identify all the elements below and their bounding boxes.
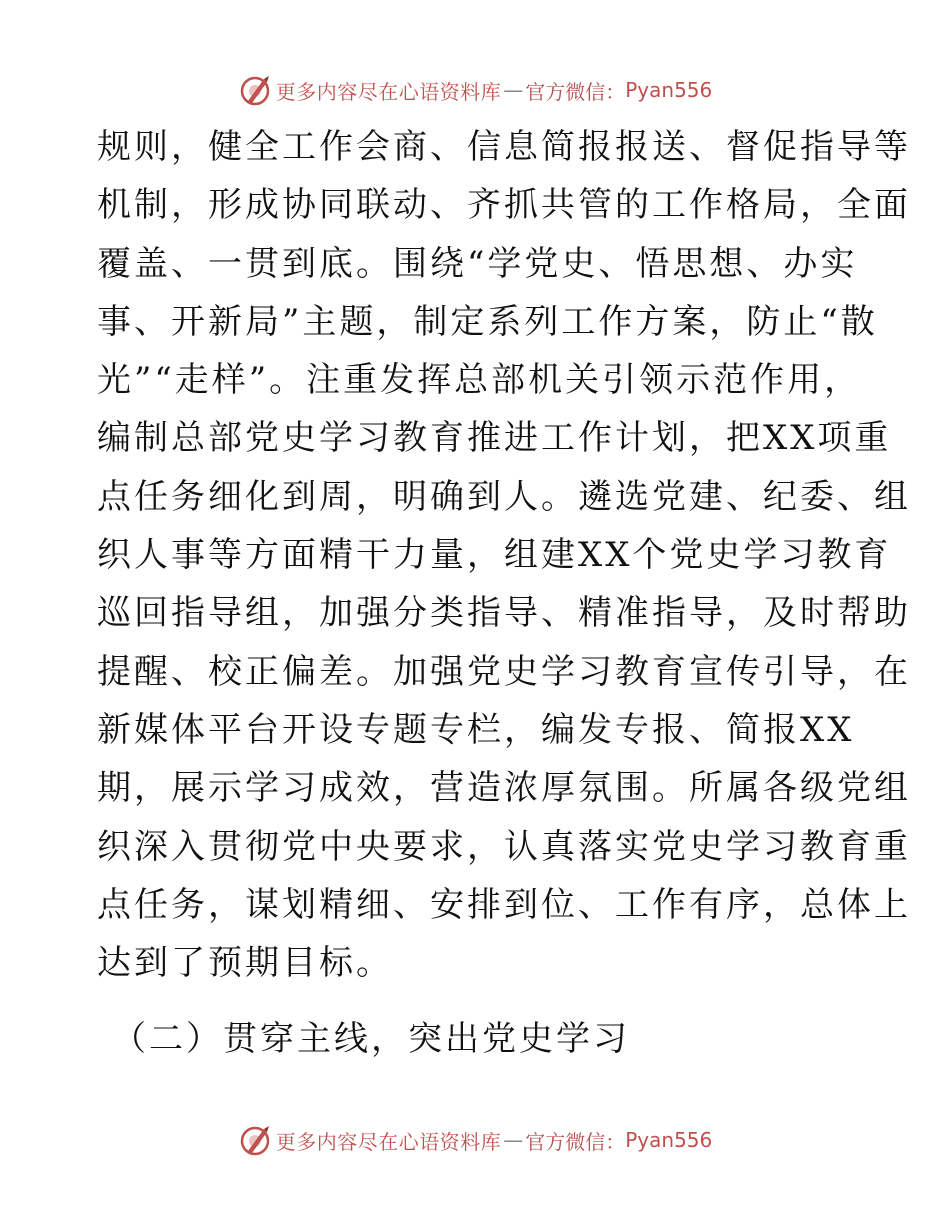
paragraph-line: 点任务细化到周，明确到人。遴选党建、纪委、组	[97, 476, 911, 517]
watermark-separator: —	[503, 1128, 524, 1152]
header-watermark	[0, 70, 950, 110]
paragraph-line: 新媒体平台开设专题专栏，编发专报、简报XX	[97, 709, 855, 750]
paragraph-line: 光”“走样”。注重发挥总部机关引领示范作用，	[97, 360, 862, 401]
watermark-wechat-label: 官方微信：	[525, 1129, 626, 1154]
watermark-separator: —	[503, 78, 524, 102]
watermark-wechat-label: 官方微信：	[525, 79, 626, 104]
watermark-wechat-id: Pyan556	[625, 1128, 713, 1152]
watermark-wechat-id: Pyan556	[625, 78, 713, 102]
footer-watermark	[0, 1120, 950, 1160]
paragraph-line: 机制，形成协同联动、齐抓共管的工作格局，全面	[97, 185, 911, 226]
paragraph-line: 期，展示学习成效，营造浓厚氛围。所属各级党组	[97, 768, 911, 809]
paragraph-line: 覆盖、一贯到底。围绕“学党史、悟思想、办实	[97, 243, 858, 284]
paragraph-line: 织深入贯彻党中央要求，认真落实党史学习教育重	[97, 826, 911, 867]
paragraph-line: 点任务，谋划精细、安排到位、工作有序，总体上	[97, 884, 911, 925]
paragraph-line: 巡回指导组，加强分类指导、精准指导，及时帮助	[97, 593, 911, 634]
brush-logo-icon	[238, 1123, 272, 1157]
watermark-text: 更多内容尽在心语资料库	[275, 1129, 502, 1154]
paragraph-line: 达到了预期目标。	[97, 943, 393, 984]
watermark-text: 更多内容尽在心语资料库	[275, 79, 502, 104]
brush-logo-icon	[238, 73, 272, 107]
body-paragraph	[97, 118, 911, 992]
paragraph-line: 织人事等方面精干力量，组建XX个党史学习教育	[97, 535, 892, 576]
section-heading: （二）贯穿主线，突出党史学习	[112, 1019, 630, 1059]
paragraph-line: 规则，健全工作会商、信息简报报送、督促指导等	[97, 127, 911, 167]
paragraph-line: 编制总部党史学习教育推进工作计划，把XX项重	[97, 418, 892, 459]
paragraph-line: 提醒、校正偏差。加强党史学习教育宣传引导，在	[97, 651, 911, 692]
paragraph-line: 事、开新局”主题，制定系列工作方案，防止“散	[97, 301, 878, 342]
